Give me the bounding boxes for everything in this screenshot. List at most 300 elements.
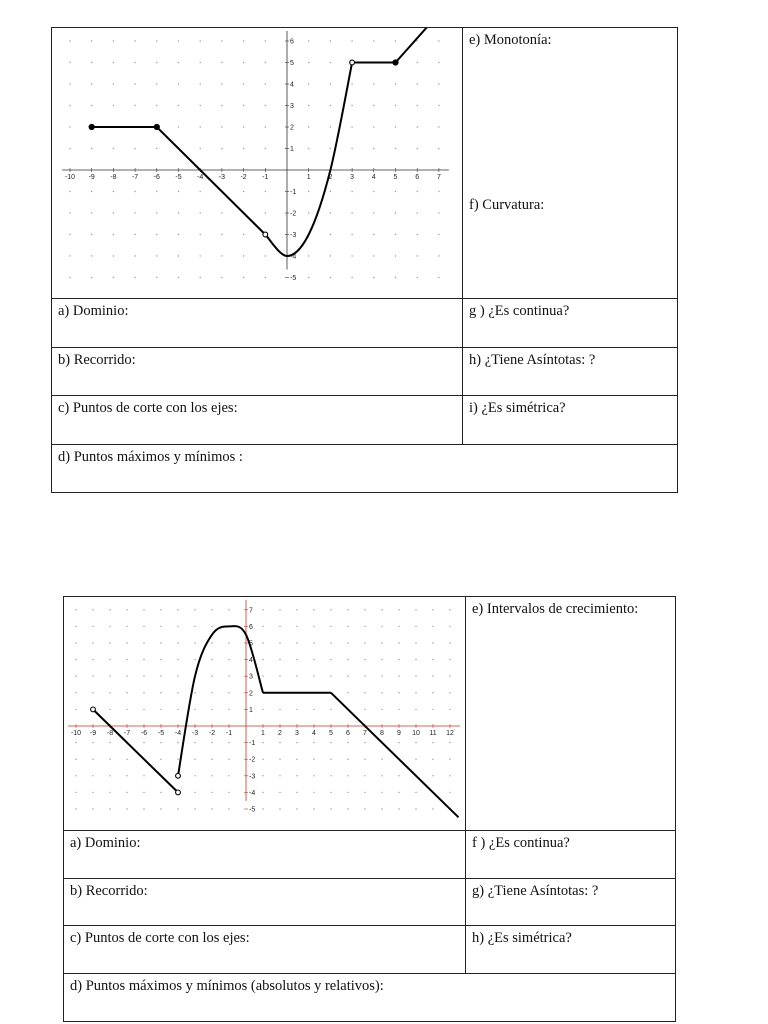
grid-dot — [265, 277, 266, 278]
grid-dot — [228, 609, 229, 610]
y-tick-label: 3 — [290, 103, 294, 110]
grid-dot — [200, 126, 201, 127]
grid-dot — [373, 234, 374, 235]
grid-dot — [92, 692, 93, 693]
grid-dot — [143, 676, 144, 677]
grid-dot — [160, 709, 161, 710]
x-tick-label: 10 — [412, 730, 420, 737]
grid-dot — [449, 609, 450, 610]
grid-dot — [417, 277, 418, 278]
y-tick-label: -5 — [249, 806, 256, 814]
grid-dot — [200, 148, 201, 149]
grid-dot — [160, 659, 161, 660]
function-segment — [93, 709, 178, 792]
y-tick-label: -3 — [249, 773, 256, 781]
grid-dot — [279, 676, 280, 677]
grid-dot — [351, 83, 352, 84]
grid-dot — [381, 709, 382, 710]
grid-dot — [432, 676, 433, 677]
grid-dot — [211, 742, 212, 743]
grid-dot — [156, 255, 157, 256]
grid-dot — [364, 659, 365, 660]
grid-dot — [177, 676, 178, 677]
grid-dot — [92, 759, 93, 760]
grid-dot — [194, 808, 195, 809]
grid-dot — [296, 626, 297, 627]
grid-dot — [330, 626, 331, 627]
y-tick-label: -1 — [249, 740, 256, 748]
grid-dot — [126, 792, 127, 793]
x-tick-label: 1 — [306, 174, 311, 181]
question-cell-ef — [463, 28, 678, 299]
grid-dot — [221, 105, 222, 106]
grid-dot — [364, 626, 365, 627]
grid-dot — [330, 709, 331, 710]
grid-dot — [156, 212, 157, 213]
x-tick-label: 7 — [436, 174, 441, 181]
grid-dot — [156, 105, 157, 106]
grid-dot — [177, 692, 178, 693]
question-maximos-minimos: d) Puntos máximos y mínimos : — [52, 445, 678, 493]
worksheet-2 — [63, 596, 676, 1022]
grid-dot — [438, 105, 439, 106]
grid-dot — [69, 148, 70, 149]
closed-point — [89, 124, 94, 129]
grid-dot — [109, 659, 110, 660]
grid-dot — [243, 148, 244, 149]
grid-dot — [308, 83, 309, 84]
grid-dot — [160, 759, 161, 760]
grid-dot — [194, 775, 195, 776]
grid-dot — [313, 659, 314, 660]
grid-dot — [211, 792, 212, 793]
question-recorrido: b) Recorrido: — [52, 348, 463, 396]
grid-dot — [262, 626, 263, 627]
grid-dot — [381, 808, 382, 809]
grid-dot — [143, 808, 144, 809]
grid-dot — [330, 609, 331, 610]
grid-dot — [113, 191, 114, 192]
grid-dot — [279, 808, 280, 809]
y-tick-label: -3 — [290, 232, 297, 239]
grid-dot — [313, 609, 314, 610]
grid-dot — [211, 609, 212, 610]
grid-dot — [221, 212, 222, 213]
grid-dot — [178, 83, 179, 84]
grid-dot — [156, 62, 157, 63]
grid-dot — [449, 742, 450, 743]
grid-dot — [381, 676, 382, 677]
grid-dot — [69, 105, 70, 106]
grid-dot — [395, 126, 396, 127]
x-tick-label: 9 — [397, 730, 401, 737]
grid-dot — [347, 792, 348, 793]
grid-dot — [177, 759, 178, 760]
grid-dot — [364, 808, 365, 809]
grid-dot — [194, 609, 195, 610]
x-tick-label: 11 — [429, 730, 437, 737]
grid-dot — [395, 255, 396, 256]
grid-dot — [381, 659, 382, 660]
x-tick-label: -3 — [191, 730, 199, 737]
y-tick-label: 6 — [249, 623, 253, 631]
grid-dot — [143, 792, 144, 793]
grid-dot — [438, 277, 439, 278]
grid-dot — [398, 642, 399, 643]
grid-dot — [398, 709, 399, 710]
grid-dot — [69, 277, 70, 278]
grid-dot — [211, 626, 212, 627]
grid-dot — [330, 659, 331, 660]
grid-dot — [313, 676, 314, 677]
grid-dot — [109, 709, 110, 710]
y-tick-label: 4 — [249, 657, 253, 665]
grid-dot — [243, 40, 244, 41]
grid-dot — [194, 742, 195, 743]
grid-dot — [75, 676, 76, 677]
grid-dot — [265, 105, 266, 106]
grid-dot — [330, 126, 331, 127]
grid-dot — [330, 148, 331, 149]
y-tick-label: 5 — [290, 60, 294, 67]
grid-dot — [351, 234, 352, 235]
grid-dot — [177, 659, 178, 660]
grid-dot — [364, 676, 365, 677]
grid-dot — [156, 234, 157, 235]
grid-dot — [313, 642, 314, 643]
grid-dot — [417, 255, 418, 256]
grid-dot — [178, 255, 179, 256]
grid-dot — [134, 105, 135, 106]
grid-dot — [308, 255, 309, 256]
x-tick-label: 5 — [329, 730, 333, 737]
open-point — [91, 707, 96, 712]
grid-dot — [308, 191, 309, 192]
grid-dot — [221, 277, 222, 278]
x-tick-label: -4 — [174, 730, 182, 737]
grid-dot — [296, 659, 297, 660]
grid-dot — [398, 676, 399, 677]
question-continua: f ) ¿Es continua? — [466, 831, 676, 879]
grid-dot — [211, 692, 212, 693]
grid-dot — [415, 676, 416, 677]
grid-dot — [364, 692, 365, 693]
grid-dot — [398, 808, 399, 809]
grid-dot — [265, 126, 266, 127]
grid-dot — [432, 692, 433, 693]
grid-dot — [178, 234, 179, 235]
grid-dot — [398, 792, 399, 793]
grid-dot — [438, 191, 439, 192]
grid-dot — [92, 609, 93, 610]
grid-dot — [262, 709, 263, 710]
y-tick-label: 4 — [290, 81, 294, 89]
grid-dots — [75, 609, 450, 810]
grid-dot — [126, 626, 127, 627]
grid-dot — [243, 255, 244, 256]
function-segment — [396, 28, 429, 63]
x-tick-label: -7 — [123, 730, 131, 737]
grid-dot — [347, 676, 348, 677]
grid-dot — [417, 234, 418, 235]
grid-dot — [381, 692, 382, 693]
grid-dot — [330, 105, 331, 106]
grid-dot — [69, 212, 70, 213]
grid-dot — [373, 148, 374, 149]
question-asintotas: g) ¿Tiene Asíntotas: ? — [466, 879, 676, 926]
grid-dot — [221, 40, 222, 41]
grid-dot — [330, 191, 331, 192]
grid-dot — [417, 62, 418, 63]
grid-dot — [415, 709, 416, 710]
grid-dot — [109, 759, 110, 760]
grid-dot — [91, 83, 92, 84]
function-graph-1 — [52, 28, 462, 298]
question-continua: g ) ¿Es continua? — [463, 299, 678, 348]
grid-dot — [395, 105, 396, 106]
grid-dot — [398, 692, 399, 693]
grid-dot — [126, 808, 127, 809]
grid-dot — [178, 191, 179, 192]
grid-dot — [262, 742, 263, 743]
grid-dot — [279, 642, 280, 643]
grid-dot — [228, 742, 229, 743]
grid-dot — [143, 626, 144, 627]
grid-dot — [417, 40, 418, 41]
grid-dot — [265, 62, 266, 63]
grid-dot — [194, 642, 195, 643]
grid-dot — [75, 792, 76, 793]
grid-dot — [143, 692, 144, 693]
function-graph-2 — [64, 597, 465, 830]
grid-dot — [313, 759, 314, 760]
y-tick-label: 1 — [249, 706, 253, 714]
y-tick-label: 5 — [249, 640, 253, 648]
grid-dot — [109, 692, 110, 693]
grid-dot — [308, 105, 309, 106]
grid-dot — [177, 626, 178, 627]
grid-dot — [221, 62, 222, 63]
grid-dot — [373, 191, 374, 192]
grid-dot — [177, 709, 178, 710]
grid-dot — [69, 62, 70, 63]
x-tick-label: -1 — [262, 174, 269, 181]
grid-dot — [313, 626, 314, 627]
grid-dot — [330, 642, 331, 643]
grid-dot — [243, 191, 244, 192]
grid-dot — [160, 626, 161, 627]
grid-dot — [75, 808, 76, 809]
x-tick-label: 6 — [346, 730, 350, 737]
grid-dot — [432, 626, 433, 627]
grid-dots — [69, 40, 439, 278]
grid-dot — [398, 626, 399, 627]
grid-dot — [69, 126, 70, 127]
grid-dot — [91, 255, 92, 256]
grid-dot — [330, 83, 331, 84]
question-intervalos-crecimiento: e) Intervalos de crecimiento: — [466, 597, 676, 831]
grid-dot — [364, 709, 365, 710]
grid-dot — [415, 792, 416, 793]
grid-dot — [398, 775, 399, 776]
grid-dot — [75, 692, 76, 693]
question-puntos-corte: c) Puntos de corte con los ejes: — [52, 396, 463, 445]
grid-dot — [415, 808, 416, 809]
grid-dot — [200, 62, 201, 63]
grid-dot — [381, 792, 382, 793]
grid-dot — [449, 626, 450, 627]
grid-dot — [91, 234, 92, 235]
grid-dot — [126, 692, 127, 693]
grid-dot — [134, 83, 135, 84]
grid-dot — [438, 83, 439, 84]
grid-dot — [109, 642, 110, 643]
grid-dot — [398, 659, 399, 660]
grid-dot — [308, 126, 309, 127]
grid-dot — [449, 692, 450, 693]
grid-dot — [313, 742, 314, 743]
grid-dot — [200, 277, 201, 278]
grid-dot — [262, 676, 263, 677]
grid-dot — [417, 212, 418, 213]
grid-dot — [347, 759, 348, 760]
grid-dot — [134, 40, 135, 41]
y-tick-label: -1 — [290, 189, 297, 196]
x-tick-label: 12 — [446, 730, 454, 737]
grid-dot — [92, 792, 93, 793]
grid-dot — [211, 659, 212, 660]
grid-dot — [109, 775, 110, 776]
question-simetrica: i) ¿Es simétrica? — [463, 396, 678, 445]
grid-dot — [262, 808, 263, 809]
grid-dot — [143, 659, 144, 660]
grid-dot — [449, 642, 450, 643]
function-segment — [157, 127, 265, 235]
grid-dot — [438, 255, 439, 256]
grid-dot — [228, 808, 229, 809]
y-tick-label: 3 — [249, 673, 253, 681]
grid-dot — [75, 626, 76, 627]
grid-dot — [432, 609, 433, 610]
grid-dot — [415, 659, 416, 660]
grid-dot — [126, 659, 127, 660]
open-point — [263, 232, 268, 237]
grid-dot — [364, 742, 365, 743]
grid-dot — [92, 775, 93, 776]
grid-dot — [109, 626, 110, 627]
grid-dot — [156, 277, 157, 278]
grid-dot — [156, 148, 157, 149]
question-dominio: a) Dominio: — [52, 299, 463, 348]
grid-dot — [243, 62, 244, 63]
grid-dot — [91, 148, 92, 149]
grid-dot — [417, 105, 418, 106]
grid-dot — [415, 759, 416, 760]
x-tick-label: 1 — [261, 730, 265, 737]
grid-dot — [160, 609, 161, 610]
question-puntos-corte: c) Puntos de corte con los ejes: — [64, 926, 466, 974]
grid-dot — [415, 626, 416, 627]
y-tick-label: 2 — [249, 690, 253, 698]
question-dominio: a) Dominio: — [64, 831, 466, 879]
grid-dot — [243, 277, 244, 278]
grid-dot — [351, 191, 352, 192]
grid-dot — [279, 759, 280, 760]
y-tick-label: -2 — [249, 756, 256, 764]
graph-cell — [52, 28, 463, 299]
grid-dot — [347, 642, 348, 643]
grid-dot — [91, 191, 92, 192]
grid-dot — [221, 83, 222, 84]
grid-dot — [449, 659, 450, 660]
grid-dot — [126, 642, 127, 643]
grid-dot — [296, 676, 297, 677]
grid-dot — [200, 83, 201, 84]
grid-dot — [156, 40, 157, 41]
grid-dot — [178, 40, 179, 41]
grid-dot — [296, 792, 297, 793]
grid-dot — [395, 148, 396, 149]
grid-dot — [347, 775, 348, 776]
grid-dot — [126, 775, 127, 776]
grid-dot — [330, 212, 331, 213]
grid-dot — [109, 808, 110, 809]
grid-dot — [417, 191, 418, 192]
grid-dot — [417, 83, 418, 84]
grid-dot — [265, 212, 266, 213]
grid-dot — [143, 742, 144, 743]
grid-dot — [398, 742, 399, 743]
grid-dot — [200, 105, 201, 106]
grid-dot — [91, 105, 92, 106]
grid-dot — [395, 277, 396, 278]
grid-dot — [313, 808, 314, 809]
grid-dot — [75, 775, 76, 776]
grid-dot — [69, 234, 70, 235]
grid-dot — [221, 255, 222, 256]
grid-dot — [279, 775, 280, 776]
grid-dot — [432, 775, 433, 776]
grid-dot — [160, 692, 161, 693]
grid-dot — [221, 126, 222, 127]
grid-dot — [75, 609, 76, 610]
open-point — [176, 790, 181, 795]
grid-dot — [415, 692, 416, 693]
grid-dot — [347, 659, 348, 660]
grid-dot — [262, 659, 263, 660]
function-segment — [178, 623, 263, 776]
y-tick-label: -5 — [290, 275, 297, 282]
grid-dot — [143, 709, 144, 710]
grid-dot — [160, 792, 161, 793]
grid-dot — [308, 148, 309, 149]
grid-dot — [438, 148, 439, 149]
grid-dot — [109, 792, 110, 793]
grid-dot — [330, 277, 331, 278]
grid-dot — [438, 40, 439, 41]
grid-dot — [113, 148, 114, 149]
grid-dot — [330, 808, 331, 809]
grid-dot — [113, 234, 114, 235]
grid-dot — [415, 742, 416, 743]
grid-dot — [113, 255, 114, 256]
grid-dot — [75, 709, 76, 710]
grid-dot — [373, 255, 374, 256]
grid-dot — [347, 808, 348, 809]
grid-dot — [113, 40, 114, 41]
grid-dot — [330, 676, 331, 677]
grid-dot — [296, 642, 297, 643]
